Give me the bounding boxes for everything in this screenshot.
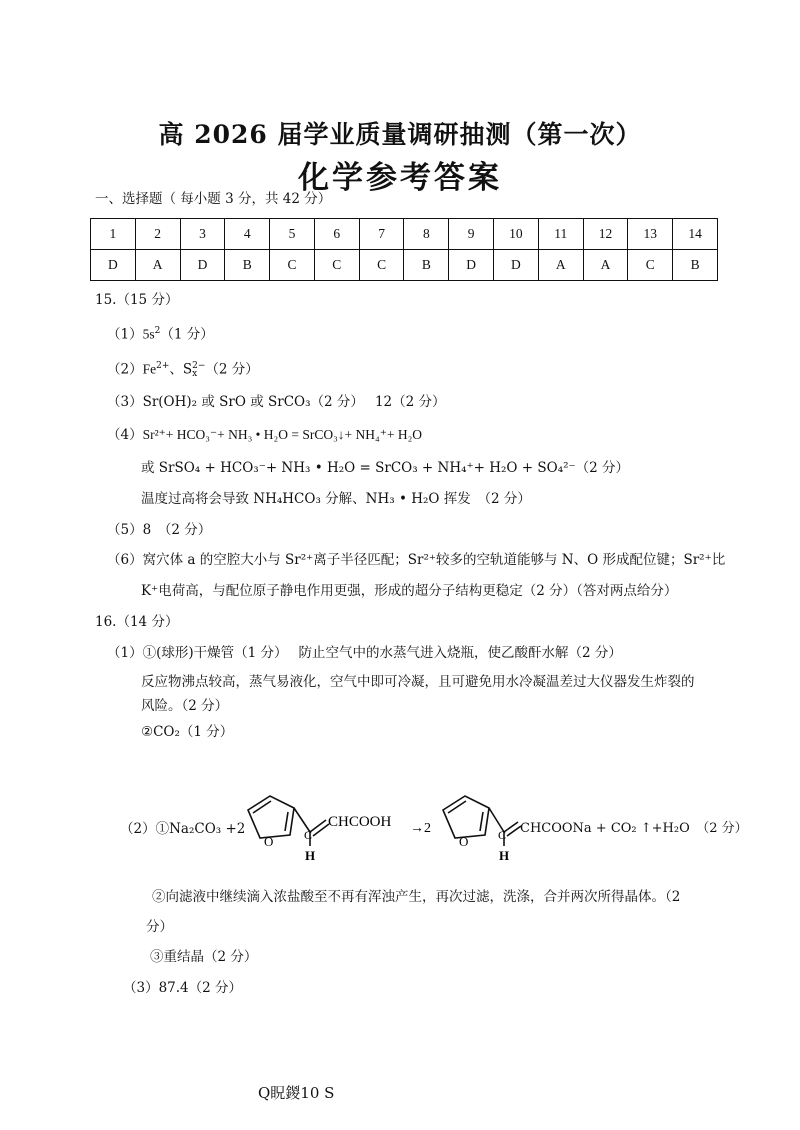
q16-part1-line3: 风险。（2 分） (141, 698, 229, 714)
question-number-cell: 7 (359, 219, 404, 250)
question-number-cell: 3 (180, 219, 225, 250)
answer-cell: A (135, 250, 180, 281)
vinyl-carbon-1: C (304, 828, 313, 842)
q16-part3: （3）87.4（2 分） (123, 980, 243, 996)
question-number-cell: 9 (449, 219, 494, 250)
answer-cell: A (583, 250, 628, 281)
q15-header: 15.（15 分） (95, 292, 179, 308)
furan-ring-1 (248, 796, 329, 846)
page-footer: Q眖鍐10 S (258, 1084, 335, 1102)
answer-cell: D (180, 250, 225, 281)
answer-table-answer-row (91, 250, 718, 281)
q15-part1-label: （1） (107, 326, 143, 343)
q15-part4-eq2: 或 SrSO₄ + HCO₃⁻+ NH₃ • H₂O = SrCO₃ + NH₄⁺+ H₂O + SO₄²⁻（2 分） (141, 460, 630, 476)
q16-part1-line4: ②CO₂（1 分） (141, 724, 234, 740)
section-heading: 一、选择题（ 每小题 3 分，共 42 分） (95, 191, 332, 207)
q15-part4-equation1: Sr²⁺+ HCO₃⁻+ NH₃ • H₂O = SrCO₃↓+ NH₄⁺+ H₂O (142, 427, 423, 442)
q16-part2-line2b: 分） (146, 919, 173, 935)
answer-cell: C (314, 250, 359, 281)
answer-cell: B (404, 250, 449, 281)
answer-cell: C (359, 250, 404, 281)
q16-part1-line2: 反应物沸点较高，蒸气易液化，空气中即可冷凝，且可避免用水冷凝温差过大仪器发生炸裂的 (141, 674, 695, 690)
q15-part6-line2: K⁺电荷高，与配位原子静电作用更强，形成的超分子结构更稳定（2 分）（答对两点给分） (141, 583, 678, 599)
q16-part2-line3: ③重结晶（2 分） (150, 949, 258, 965)
answer-cell: D (494, 250, 539, 281)
vinyl-hydrogen-1: H (305, 848, 316, 863)
q15-part2 (107, 357, 259, 379)
furan-ring-1-oxygen: O (264, 834, 274, 849)
q16-part2-prefix: （2）①Na₂CO₃ +2 (120, 821, 246, 837)
question-number-cell: 6 (314, 219, 359, 250)
q15-part2-fe-charge: 2+ (156, 361, 170, 371)
q15-part2-score: （2 分） (205, 361, 259, 378)
vinyl-hydrogen-2: H (499, 848, 510, 863)
answer-cell: C (270, 250, 315, 281)
q16-part2-line2a: ②向滤液中继续滴入浓盐酸至不再有浑浊产生，再次过滤，洗涤，合并两次所得晶体。（2 (152, 889, 681, 905)
page-subtitle: 化学参考答案 (298, 160, 502, 196)
q16-header: 16.（14 分） (95, 614, 179, 630)
answer-cell: B (225, 250, 270, 281)
q15-part1-score: （1 分） (160, 326, 214, 343)
answer-cell: B (673, 250, 718, 281)
question-number-cell: 4 (225, 219, 270, 250)
q15-part1-body: 5s (142, 326, 155, 342)
question-number-cell: 13 (628, 219, 673, 250)
answer-cell: D (449, 250, 494, 281)
furan-ring-2-oxygen: O (459, 834, 469, 849)
furan-ring-2 (443, 796, 521, 846)
q15-part1 (107, 322, 214, 344)
q16-part2-products: CHCOONa + CO₂ ↑+H₂O （2 分） (520, 821, 748, 836)
q15-part2-fe: Fe (142, 361, 157, 377)
q15-part2-sx-sub: x (192, 369, 198, 379)
page-title: 高 2026 届学业质量调研抽测（第一次） (158, 120, 642, 149)
q15-part1-sup: 2 (154, 326, 161, 336)
q16-part1-line1: （1）①(球形)干燥管（1 分） 防止空气中的水蒸气进入烧瓶，使乙酸酐水解（2 分） (107, 645, 622, 661)
answer-table-number-row (91, 219, 718, 250)
q15-part2-label: （2） (107, 361, 143, 378)
q15-part2-sx-charge: 2− (192, 361, 206, 371)
question-number-cell: 2 (135, 219, 180, 250)
answer-cell: D (91, 250, 136, 281)
question-number-cell: 11 (538, 219, 583, 250)
question-number-cell: 5 (270, 219, 315, 250)
question-number-cell: 14 (673, 219, 718, 250)
reactant-acid-group: CHCOOH (328, 814, 392, 830)
question-number-cell: 8 (404, 219, 449, 250)
q15-part6-line1: （6）窝穴体 a 的空腔大小与 Sr²⁺离子半径匹配；Sr²⁺较多的空轨道能够与 N、O 形成配位键；Sr²⁺比 (107, 552, 726, 568)
q15-part4-eq1 (107, 426, 422, 444)
question-number-cell: 10 (494, 219, 539, 250)
answer-table (90, 218, 718, 281)
q15-part4-note: 温度过高将会导致 NH₄HCO₃ 分解、NH₃ • H₂O 挥发 （2 分） (141, 491, 531, 507)
q15-part3: （3）Sr(OH)₂ 或 SrO 或 SrCO₃（2 分） 12（2 分） (107, 394, 446, 410)
q15-part2-separator: 、S (169, 361, 193, 378)
reaction-arrow: →2 (410, 821, 431, 836)
answer-cell: A (538, 250, 583, 281)
question-number-cell: 12 (583, 219, 628, 250)
q15-part5: （5）8 （2 分） (107, 522, 212, 538)
q15-part4-label: （4） (107, 427, 143, 443)
question-number-cell: 1 (91, 219, 136, 250)
answer-cell: C (628, 250, 673, 281)
vinyl-carbon-2: C (498, 828, 507, 842)
